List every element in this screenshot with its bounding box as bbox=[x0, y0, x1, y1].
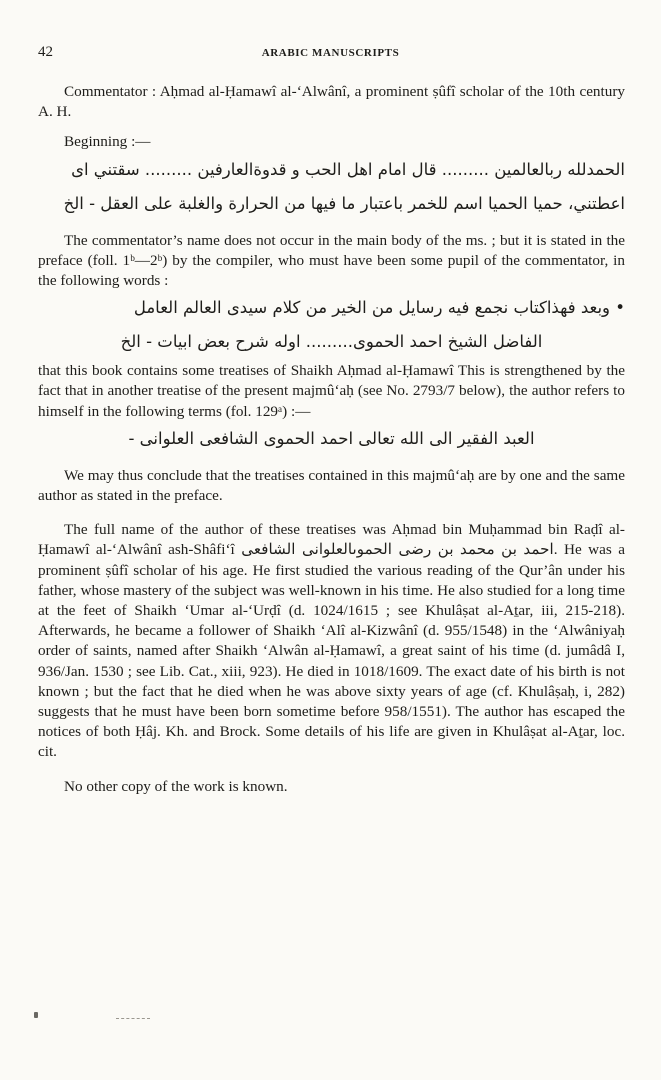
arabic-beginning-line-2: اعطتني، حميا الحميا اسم للخمر باعتبار ما فيها من الحرارة والغلبة على العقل - الخ bbox=[63, 193, 625, 213]
conclusion-paragraph: We may thus conclude that the treatises contained in this majmû‘aḥ are by one and the same author as stated in the preface. bbox=[38, 466, 625, 505]
commentator-paragraph: Commentator : Aḥmad al-Ḥamawî al-‘Alwânî, a prominent ṣûfî scholar of the 10th century A. H. bbox=[38, 83, 625, 121]
arabic-preface-line-2: الفاضل الشيخ احمد الحموى......... اوله شرح بعض ابيات - الخ bbox=[120, 332, 543, 352]
page-body bbox=[38, 82, 625, 797]
book-paragraph: that this book contains some treatises of Shaikh Aḥmad al-Ḥamawî This is strengthened by the fact that in another treatise of the present majmû‘aḥ (see No. 2793/7 below), the author refers to himself in the following terms (fol. 129ᵃ) :— bbox=[38, 362, 625, 420]
stray-ink-dash bbox=[116, 1018, 150, 1019]
stray-ink-mark bbox=[34, 1012, 38, 1018]
arabic-beginning-line-1: الحمدلله ربالعالمين ......... قال امام اهل الحب و قدوةالعارفين ......... سقتني اى bbox=[71, 159, 625, 179]
full-name-paragraph: The full name of the author of these treatises was Aḥmad bin Muḥammad bin Raḍî al-Ḥamawî al-‘Alwânî ash-Shâfi‘î احمد بن محمد بن رضى الحموىالعلوانى الشافعى. He was a prominent ṣûfî scholar of his age. He first studied the various reading of the Qur’ân under his father, whose mastery of the subject was well-known in his time. He also studied for a long time at the feet of Shaikh ‘Umar al-‘Urḍî (d. 1024/1615 ; see Khulâṣat al-Aṯar, iii, 215-218). Afterwards, he became a follower of Shaikh ‘Alî al-Kizwânî (d. 955/1548) in the ‘Alwâniyaḥ order of saints, named after Shaikh ‘Alwân al-Ḥamawî, a great saint of his time (d. jumâdâ I, 936/Jan. 1530 ; see Lib. Cat., xiii, 923). He died in 1018/1609. The exact date of his birth is not known ; but the fact that he died when he was above sixty years of age (cf. Khulâṣaḥ, i, 282) suggests that he must have been born sometime before 958/1551). The author has escaped the notices of both Ḥâj. Kh. and Brock. Some details of his life are given in Khulâṣat al-Aṯar, loc. cit. bbox=[38, 521, 625, 761]
no-copy-paragraph: No other copy of the work is known. bbox=[64, 777, 288, 795]
arabic-preface-line-1: • وبعد فهذاكتاب نجمع فيه رسايل من الخير من كلام سيدى العالم العامل bbox=[133, 298, 625, 318]
beginning-label: Beginning :— bbox=[64, 133, 151, 151]
running-head: ARABIC MANUSCRIPTS bbox=[261, 47, 400, 59]
page-number: 42 bbox=[38, 44, 53, 60]
arabic-self-reference: العبد الفقير الى الله تعالى احمد الحموى الشافعى العلوانى - bbox=[128, 428, 535, 448]
preface-paragraph: The commentator’s name does not occur in the main body of the ms. ; but it is stated in the preface (foll. 1ᵇ—2ᵇ) by the compiler, who must have been some pupil of the commentator, in the following words : bbox=[38, 231, 625, 290]
